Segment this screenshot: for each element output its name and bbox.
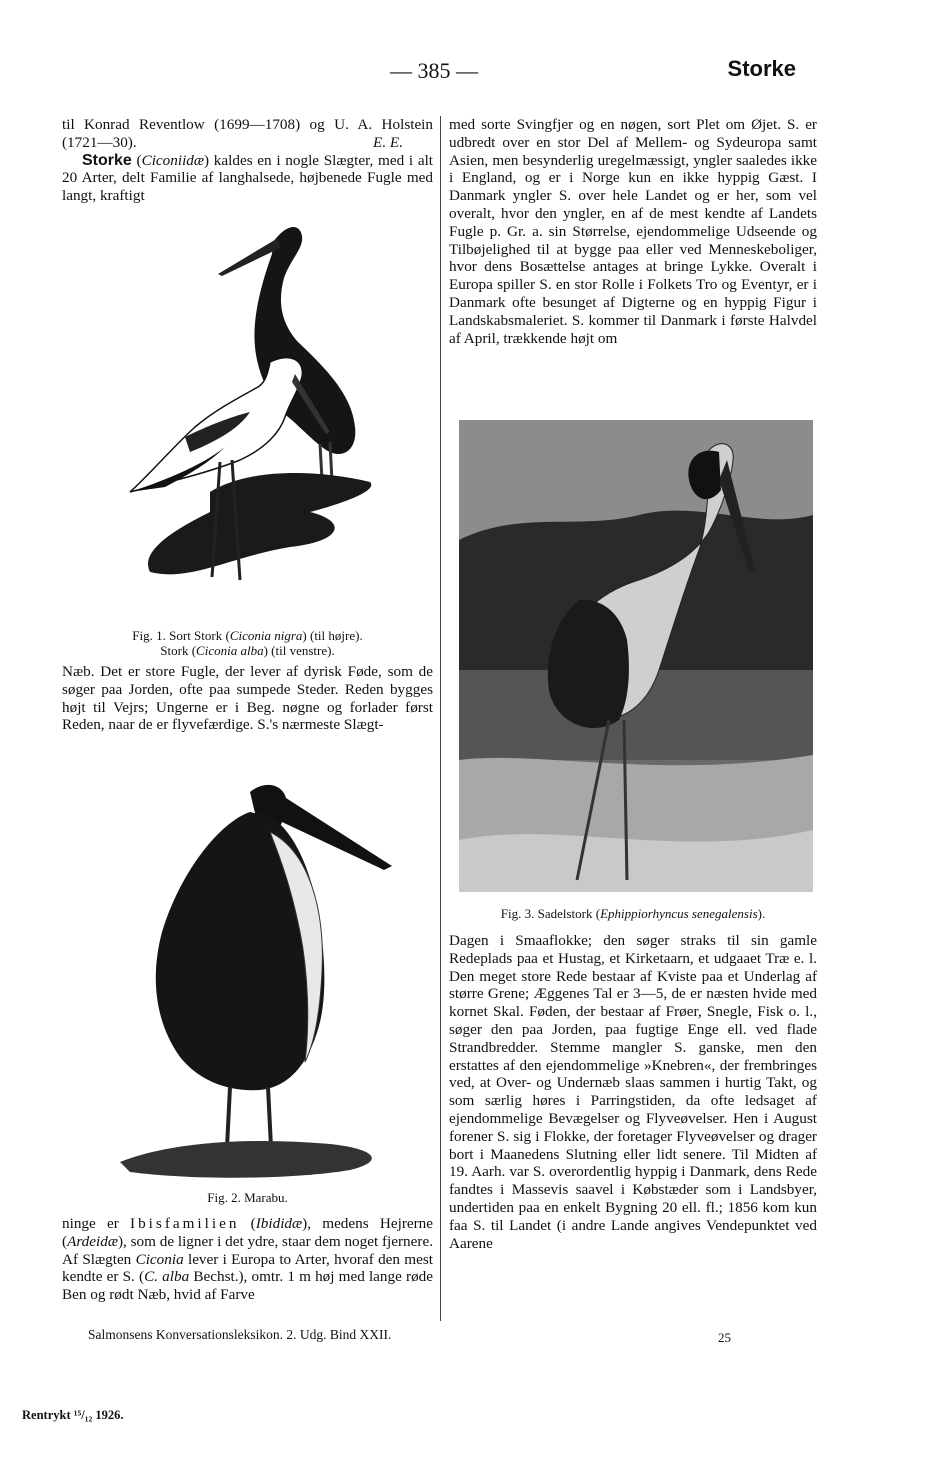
figure-1-storks <box>90 212 420 617</box>
left-column-middle <box>62 663 433 734</box>
caption-text: Stork ( <box>160 643 197 658</box>
figure-3-saddle-billed-stork-photo <box>459 420 813 892</box>
caption-label: Fig. 1. <box>132 628 166 643</box>
reprint-note: Rentrykt ¹⁵/₁₂ 1926. <box>22 1408 124 1422</box>
caption-text: Sort Stork ( <box>169 628 230 643</box>
entry-paragraph: Storke (Ciconiidæ) kaldes en i nogle Slægter, med i alt 20 Arter, delt Familie af langhalsede, højbenede Fugle med langt, kraftigt <box>62 151 434 205</box>
latin-name: C. alba <box>144 1268 190 1286</box>
caption-text: ) (til venstre). <box>263 643 335 658</box>
ground-shading <box>120 1141 372 1178</box>
page-header <box>60 56 800 88</box>
figure-2-marabou <box>110 772 410 1182</box>
left-column-top <box>62 116 433 205</box>
text: til Konrad Reventlow (1699—1708) og U. A. Holstein (1721—30). <box>62 116 433 151</box>
text: Bechst.), omtr. 1 m høj med lange røde Ben og rødt Næb, hvid af Farve <box>62 1268 434 1304</box>
entry-term: Storke <box>82 151 132 169</box>
spaced-term: Ibisfamilien <box>130 1215 240 1232</box>
caption-text: ) (til højre). <box>302 628 363 643</box>
text: ) kaldes en i nogle Slægter, med i alt 20 Arter, delt Familie af langhalsede, højbenede Fugle med langt, kraftigt <box>62 151 434 205</box>
caption-text: Sadelstork ( <box>537 906 601 921</box>
running-headword: Storke <box>727 56 796 81</box>
latin-name: Ciconia <box>135 1250 184 1268</box>
caption-latin: Ephippiorhyncus senegalensis <box>600 906 758 921</box>
paragraph: Næb. Det er store Fugle, der lever af dyrisk Føde, som de søger paa Jorden, ofte paa sumpede Steder. Reden bygges højt til Vejrs; Ungerne er i Beg. nøgne og forlader først Reden, naar de er flyvefærdige. S.'s nærmeste Slægt- <box>62 663 433 734</box>
right-column-bottom <box>449 932 817 1252</box>
left-column-bottom <box>62 1215 433 1304</box>
text: ), som de ligner i det ydre, staar dem noget fjernere. Af Slægten <box>62 1232 433 1268</box>
footer-signature: 25 <box>718 1330 731 1345</box>
latin-name: Ardeidæ <box>67 1232 118 1250</box>
paragraph <box>62 1215 433 1304</box>
column-divider <box>440 116 441 1321</box>
page-number: — 385 — <box>390 58 478 83</box>
figure-2-caption: Fig. 2. Marabu. <box>207 1190 288 1205</box>
paragraph: Dagen i Smaaflokke; den søger straks til sin gamle Redeplads paa et Hustag, et Kirketaarn, et udgaaet Træ e. l. Den meget store Rede bestaar af Kviste paa et Underlag af større Grene; Æggenes Tal er 3—5, de er næsten hvide med kornet Skal. Føden, der bestaar af Frøer, Snegle, Fisk o. l., søger den paa Jorden, paa fugtige Enge ell. ved flade Strandbredder. Stemme mangler S. ganske, men den erstattes af den ejendommelige »Knebren«, der frembringes ved, at Over- og Undernæb slaas sammen i hurtig Takt, og som særlig høres i Parringstiden, da ofte ledsaget af ejendommelige Bevægelser og Flyveøvelser. Hen i August forener S. sig i Flokke, der foretager Flyveøvelser og drager bort i Maanedens Slutning eller lidt senere. Til Midten af 19. Aarh. var S. overordentlig hyppig i Danmark, dens Rede fandtes i Massevis saavel i Købstæder som i Landsbyer, undertiden paa en enkelt Bygning 20 ell. fl.; 1856 kom kun faa S. til Landet (i andre Lande angives Vendepunktet ved Aarene <box>449 932 817 1252</box>
figure-3-caption <box>449 906 817 921</box>
footer-source: Salmonsens Konversationsleksikon. 2. Udg. Bind XXII. <box>88 1327 392 1342</box>
latin-name: Ibididæ <box>255 1215 303 1232</box>
latin-name: Ciconiidæ <box>141 151 205 169</box>
caption-label: Fig. 3. <box>500 906 535 921</box>
marabou-body <box>156 812 325 1090</box>
caption-text: ). <box>757 906 766 921</box>
paragraph: med sorte Svingfjer og en nøgen, sort Plet om Øjet. S. er udbredt over en stor Del af Mellem- og Sydeuropa samt Asien, men besynderlig uregelmæssigt, yngler saaledes ikke i England, og er i Norge kun en ikke hyppig Gæst. I Danmark yngler S. over hele Landet og er her, som vel overalt, hvor den yngler, en af de mest kendte af Landets Fugle p. Gr. a. sin Størrelse, ejendommelige Udseende og Tilbøjelighed til at bygge paa eller ved Menneskeboliger, hvor dens Bosættelse antages at bringe Lykke. Overalt i Europa spiller S. en stor Rolle i Folkets Tro og Eventyr, er i Danmark ofte besunget af Digterne og en hyppig Figur i Landskabsmaleriet. S. kommer til Danmark i første Halvdel af April, trækkende højt om <box>449 116 817 347</box>
text: ), medens Hejrerne ( <box>62 1215 434 1250</box>
figure-1-caption <box>62 628 433 658</box>
caption-latin: Ciconia alba <box>196 643 264 658</box>
text: ( <box>239 1215 256 1232</box>
author-signature: E. E. <box>373 133 403 151</box>
paragraph <box>62 116 433 152</box>
ground-shading <box>148 473 371 574</box>
right-column-top <box>449 116 817 347</box>
text: lever i Europa to Arter, hvoraf den mest kendte er S. ( <box>62 1250 433 1286</box>
caption-latin: Ciconia nigra <box>229 628 303 643</box>
text: ninge er <box>62 1215 131 1232</box>
